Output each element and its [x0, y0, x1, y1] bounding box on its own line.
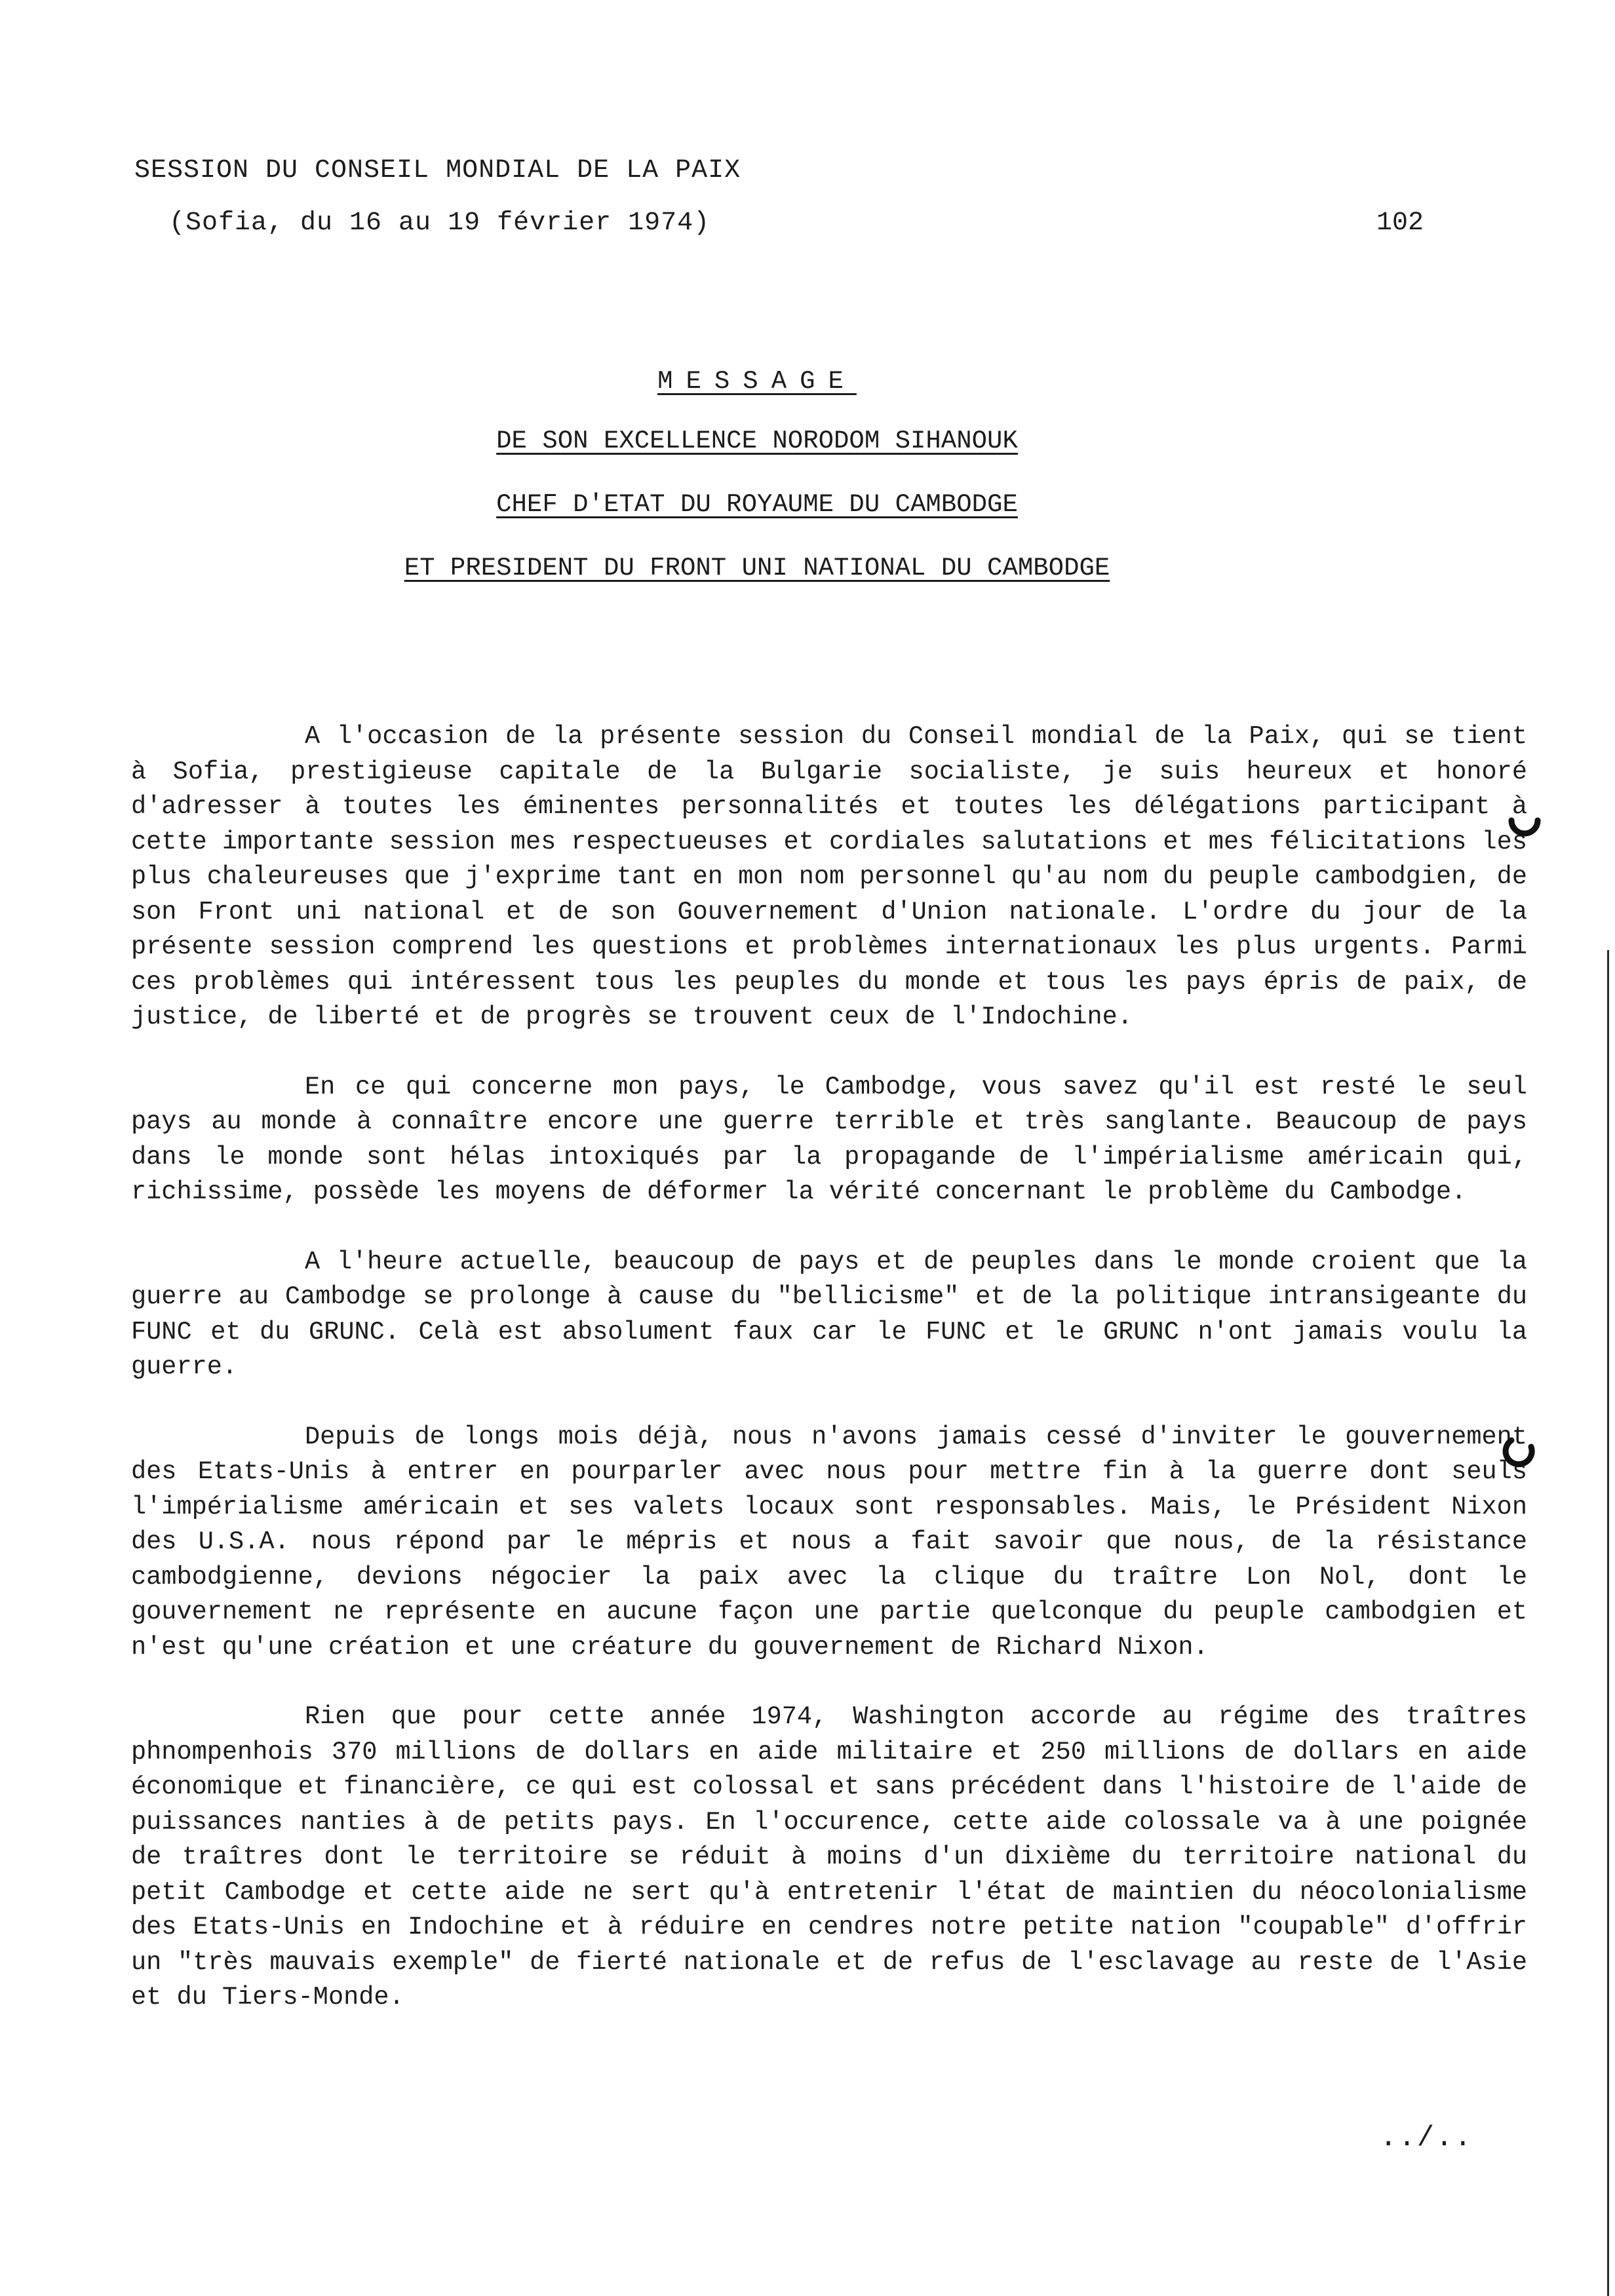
- title-message: MESSAGE: [657, 367, 857, 396]
- paragraph-1: A l'occasion de la présente session du Conseil mondial de la Paix, qui se tient à Sofia, prestigieuse capitale de la Bulgarie socialiste, je suis heureux et honoré d'adresser à toutes les éminentes personnalités et toutes les délégations participant à cette importante session mes respectueuses et cordiales salutations et mes félicitations les plus chaleureuses que j'exprime tant en mon nom personnel qu'au nom du peuple cambodgien, de son Front uni national et de son Gouvernement d'Union nationale. L'ordre du jour de la présente session comprend les questions et problèmes internationaux les plus urgents. Parmi ces problèmes qui intéressent tous les peuples du monde et tous les pays épris de paix, de justice, de liberté et de progrès se trouvent ceux de l'Indochine.: [131, 722, 1527, 1031]
- session-place-date: (Sofia, du 16 au 19 février 1974): [169, 208, 710, 238]
- session-heading: SESSION DU CONSEIL MONDIAL DE LA PAIX: [134, 156, 741, 185]
- punch-hole-icon: [1502, 1435, 1536, 1469]
- title-block: [0, 367, 1514, 617]
- title-chef-etat: CHEF D'ETAT DU ROYAUME DU CAMBODGE: [496, 490, 1018, 519]
- punch-hole-icon: [1508, 811, 1542, 845]
- paragraph-5: Rien que pour cette année 1974, Washington accorde au régime des traîtres phnompenhois 370 millions de dollars en aide militaire et 250 millions de dollars en aide économique et financière, ce qui est colossal et sans précédent dans l'histoire de l'aide de puissances nanties à de petits pays. En l'occurence, cette aide colossale va à une poignée de traîtres dont le territoire se réduit à moins d'un dixième du territoire national du petit Cambodge et cette aide ne sert qu'à entretenir l'état de maintien du néocolonialisme des Etats-Unis en Indochine et à réduire en cendres notre petite nation "coupable" d'offrir un "très mauvais exemple" de fierté nationale et de refus de l'esclavage au reste de l'Asie et du Tiers-Monde.: [131, 1702, 1527, 2012]
- page-edge-line: [1607, 950, 1609, 2296]
- paragraph-4: Depuis de longs mois déjà, nous n'avons jamais cessé d'inviter le gouvernement des Etats-Unis à entrer en pourparler avec nous pour mettre fin à la guerre dont seuls l'impérialisme américain et ses valets locaux sont responsables. Mais, le Président Nixon des U.S.A. nous répond par le mépris et nous a fait savoir que nous, de la résistance cambodgienne, devions négocier la paix avec la clique du traître Lon Nol, dont le gouvernement ne représente en aucune façon une partie quelconque du peuple cambodgien et n'est qu'une création et une créature du gouvernement de Richard Nixon.: [131, 1422, 1527, 1662]
- paragraph-3: A l'heure actuelle, beaucoup de pays et de peuples dans le monde croient que la guerre au Cambodge se prolonge à cause du "bellicisme" et de la politique intransigeante du FUNC et du GRUNC. Celà est absolument faux car le FUNC et le GRUNC n'ont jamais voulu la guerre.: [131, 1247, 1527, 1381]
- continuation-mark: ../..: [1380, 2122, 1473, 2154]
- title-president-front: ET PRESIDENT DU FRONT UNI NATIONAL DU CAMBODGE: [404, 554, 1110, 583]
- title-excellence: DE SON EXCELLENCE NORODOM SIHANOUK: [496, 427, 1018, 455]
- message-body: [131, 719, 1527, 2050]
- page-number: 102: [1376, 208, 1424, 238]
- paragraph-2: En ce qui concerne mon pays, le Cambodge, vous savez qu'il est resté le seul pays au monde à connaître encore une guerre terrible et très sanglante. Beaucoup de pays dans le monde sont hélas intoxiqués par la propagande de l'impérialisme américain qui, richissime, possède les moyens de déformer la vérité concernant le problème du Cambodge.: [131, 1072, 1527, 1206]
